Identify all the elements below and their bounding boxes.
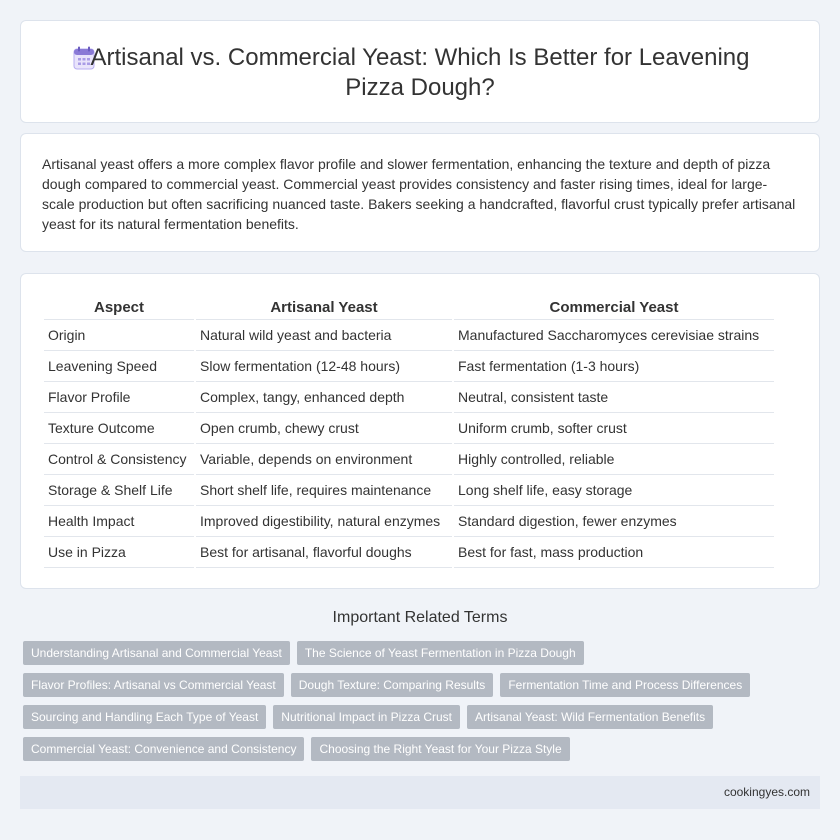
footer (20, 776, 820, 809)
cell-commercial: Fast fermentation (1-3 hours) (454, 351, 774, 382)
table-row (44, 475, 774, 506)
cell-artisanal: Variable, depends on environment (196, 444, 452, 475)
table-row (44, 351, 774, 382)
cell-artisanal: Slow fermentation (12-48 hours) (196, 351, 452, 382)
cell-aspect: Use in Pizza (44, 537, 194, 568)
cell-artisanal: Complex, tangy, enhanced depth (196, 382, 452, 413)
table-header-row (44, 296, 774, 320)
related-term-tag[interactable]: Artisanal Yeast: Wild Fermentation Benefits (467, 705, 713, 729)
summary-text: Artisanal yeast offers a more complex flavor profile and slower fermentation, enhancing the texture and depth of pizza dough compared to commercial yeast. Commercial yeast provides consistency and faster rising times, ideal for large-scale production but often sacrificing nuanced taste. Bakers seeking a handcrafted, flavorful crust typically prefer artisanal yeast for its natural fermentation benefits. (42, 156, 796, 232)
cell-artisanal: Open crumb, chewy crust (196, 413, 452, 444)
summary-card (20, 133, 820, 252)
related-term-tag[interactable]: Flavor Profiles: Artisanal vs Commercial Yeast (23, 673, 284, 697)
related-term-tag[interactable]: Dough Texture: Comparing Results (291, 673, 494, 697)
cell-commercial: Manufactured Saccharomyces cerevisiae strains (454, 320, 774, 351)
footer-site-link[interactable]: cookingyes.com (723, 785, 810, 799)
cell-artisanal: Improved digestibility, natural enzymes (196, 506, 452, 537)
table-row (44, 444, 774, 475)
comparison-table (42, 296, 776, 568)
related-term-tag[interactable]: Commercial Yeast: Convenience and Consistency (23, 737, 304, 761)
header-card (20, 20, 820, 123)
related-terms-list (23, 641, 803, 761)
cell-commercial: Long shelf life, easy storage (454, 475, 774, 506)
cell-aspect: Health Impact (44, 506, 194, 537)
cell-aspect: Flavor Profile (44, 382, 194, 413)
table-row (44, 320, 774, 351)
header-artisanal: Artisanal Yeast (196, 296, 452, 320)
related-term-tag[interactable]: The Science of Yeast Fermentation in Pizza Dough (297, 641, 584, 665)
related-term-tag[interactable]: Choosing the Right Yeast for Your Pizza Style (311, 737, 569, 761)
cell-commercial: Best for fast, mass production (454, 537, 774, 568)
related-term-tag[interactable]: Understanding Artisanal and Commercial Yeast (23, 641, 290, 665)
cell-artisanal: Natural wild yeast and bacteria (196, 320, 452, 351)
page-title: Artisanal vs. Commercial Yeast: Which Is Better for Leavening Pizza Dough? (90, 44, 750, 101)
table-row (44, 537, 774, 568)
cell-aspect: Control & Consistency (44, 444, 194, 475)
cell-commercial: Neutral, consistent taste (454, 382, 774, 413)
related-term-tag[interactable]: Fermentation Time and Process Differences (500, 673, 750, 697)
related-term-tag[interactable]: Sourcing and Handling Each Type of Yeast (23, 705, 266, 729)
cell-aspect: Storage & Shelf Life (44, 475, 194, 506)
cell-commercial: Standard digestion, fewer enzymes (454, 506, 774, 537)
table-row (44, 506, 774, 537)
cell-commercial: Uniform crumb, softer crust (454, 413, 774, 444)
cell-aspect: Origin (44, 320, 194, 351)
cell-commercial: Highly controlled, reliable (454, 444, 774, 475)
header-aspect: Aspect (44, 296, 194, 320)
cell-artisanal: Best for artisanal, flavorful doughs (196, 537, 452, 568)
header-commercial: Commercial Yeast (454, 296, 774, 320)
table-row (44, 382, 774, 413)
cell-aspect: Texture Outcome (44, 413, 194, 444)
table-row (44, 413, 774, 444)
comparison-table-card (20, 273, 820, 589)
cell-artisanal: Short shelf life, requires maintenance (196, 475, 452, 506)
related-terms-heading: Important Related Terms (332, 609, 508, 626)
related-term-tag[interactable]: Nutritional Impact in Pizza Crust (273, 705, 460, 729)
cell-aspect: Leavening Speed (44, 351, 194, 382)
